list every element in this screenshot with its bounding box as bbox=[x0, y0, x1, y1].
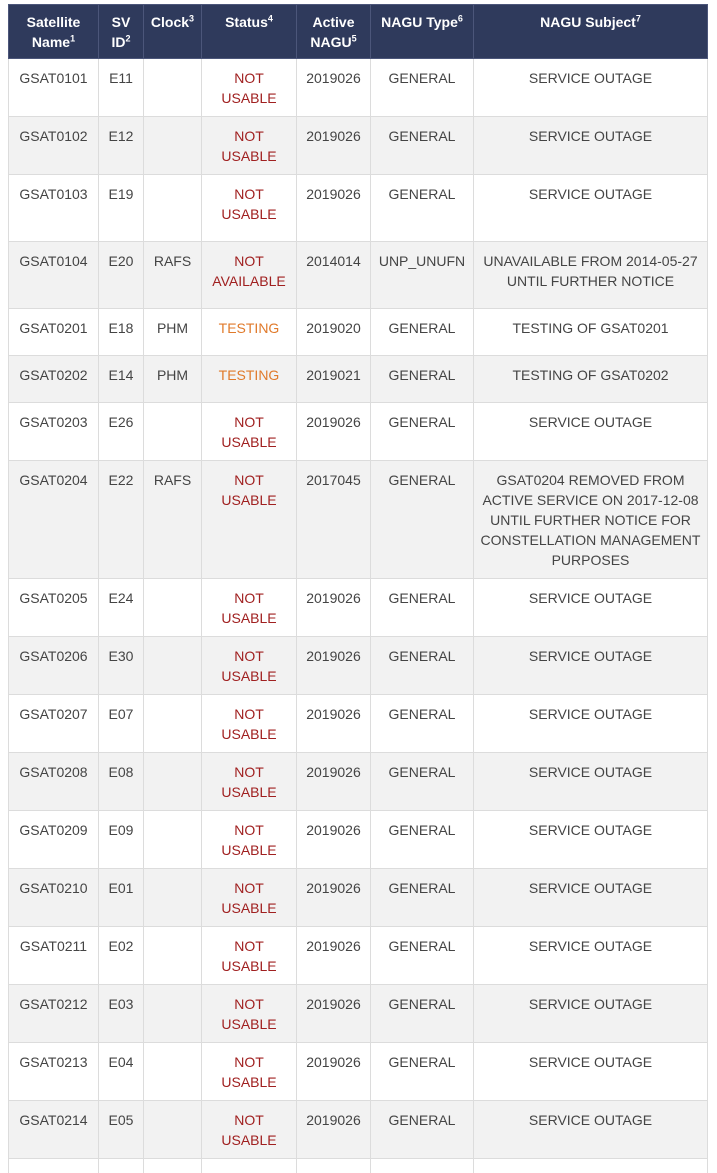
satellite-name-cell: GSAT0205 bbox=[9, 579, 99, 637]
table-row bbox=[9, 637, 708, 695]
table-row bbox=[9, 985, 708, 1043]
status-text: USABLE bbox=[221, 1132, 277, 1148]
nagu-type-cell: GENERAL bbox=[371, 637, 474, 695]
nagu-subject-cell: SERVICE OUTAGE bbox=[474, 985, 708, 1043]
status-cell bbox=[202, 1101, 297, 1159]
sv-id-cell: E04 bbox=[99, 1043, 144, 1101]
status-text: USABLE bbox=[221, 784, 277, 800]
status-text: USABLE bbox=[221, 206, 277, 222]
table-row bbox=[9, 403, 708, 461]
table-row bbox=[9, 1043, 708, 1101]
nagu-subject-cell: SERVICE OUTAGE bbox=[474, 753, 708, 811]
nagu-type-cell: GENERAL bbox=[371, 461, 474, 579]
status-text: USABLE bbox=[221, 492, 277, 508]
status-text: USABLE bbox=[221, 1016, 277, 1032]
nagu-subject-cell: SERVICE OUTAGE bbox=[474, 59, 708, 117]
satellite-name-cell: GSAT0104 bbox=[9, 242, 99, 309]
clock-cell: RAFS bbox=[144, 242, 202, 309]
satellite-name-cell: GSAT0207 bbox=[9, 695, 99, 753]
status-cell bbox=[202, 59, 297, 117]
nagu-type-cell: GENERAL bbox=[371, 117, 474, 175]
status-text: NOT bbox=[234, 70, 264, 86]
sv-id-cell: E22 bbox=[99, 461, 144, 579]
clock-cell bbox=[144, 811, 202, 869]
satellite-name-cell: GSAT0208 bbox=[9, 753, 99, 811]
column-header-status[interactable]: Status$^4$ bbox=[202, 5, 297, 59]
status-text: TESTING bbox=[218, 367, 280, 383]
active-nagu-link[interactable]: 2019026 bbox=[297, 869, 371, 927]
sv-id-cell: E05 bbox=[99, 1101, 144, 1159]
clock-cell bbox=[144, 927, 202, 985]
table-row bbox=[9, 695, 708, 753]
sv-id-cell: E01 bbox=[99, 869, 144, 927]
clock-cell bbox=[144, 985, 202, 1043]
nagu-subject-cell: SERVICE OUTAGE bbox=[474, 927, 708, 985]
table-row bbox=[9, 869, 708, 927]
sv-id-cell: E08 bbox=[99, 753, 144, 811]
status-text: NOT bbox=[234, 648, 264, 664]
nagu-type-cell: GENERAL bbox=[371, 1101, 474, 1159]
nagu-subject-cell: UNAVAILABLE FROM 2014-05-27 UNTIL FURTHER NOTICE bbox=[474, 242, 708, 309]
table-row bbox=[9, 59, 708, 117]
nagu-subject-cell: TESTING OF GSAT0202 bbox=[474, 356, 708, 403]
status-cell bbox=[202, 242, 297, 309]
table-row bbox=[9, 811, 708, 869]
clock-cell: PHM bbox=[144, 309, 202, 356]
clock-cell bbox=[144, 1043, 202, 1101]
active-nagu-link[interactable]: 2019026 bbox=[297, 403, 371, 461]
satellite-name-cell: GSAT0206 bbox=[9, 637, 99, 695]
status-text: NOT bbox=[234, 590, 264, 606]
status-text: NOT bbox=[234, 880, 264, 896]
table-row bbox=[9, 117, 708, 175]
status-text: USABLE bbox=[221, 842, 277, 858]
satellite-name-cell: GSAT0204 bbox=[9, 461, 99, 579]
sv-id-cell: E12 bbox=[99, 117, 144, 175]
satellite-name-cell: GSAT0211 bbox=[9, 927, 99, 985]
status-cell bbox=[202, 309, 297, 356]
satellite-name-cell bbox=[9, 1159, 99, 1173]
status-cell bbox=[202, 1159, 297, 1173]
clock-cell: RAFS bbox=[144, 461, 202, 579]
sv-id-cell: E26 bbox=[99, 403, 144, 461]
active-nagu-link[interactable]: 2019026 bbox=[297, 927, 371, 985]
nagu-subject-cell: SERVICE OUTAGE bbox=[474, 637, 708, 695]
clock-cell bbox=[144, 175, 202, 242]
clock-cell bbox=[144, 753, 202, 811]
nagu-type-cell: GENERAL bbox=[371, 811, 474, 869]
clock-cell bbox=[144, 403, 202, 461]
satellite-name-cell: GSAT0102 bbox=[9, 117, 99, 175]
nagu-type-cell: GENERAL bbox=[371, 175, 474, 242]
sv-id-cell: E07 bbox=[99, 695, 144, 753]
sv-id-cell: E14 bbox=[99, 356, 144, 403]
status-text: AVAILABLE bbox=[212, 273, 286, 289]
status-text: NOT bbox=[234, 706, 264, 722]
status-text: NOT bbox=[234, 764, 264, 780]
active-nagu-link[interactable]: 2019026 bbox=[297, 1101, 371, 1159]
column-header-nagu-type[interactable]: NAGU Type$^6$ bbox=[371, 5, 474, 59]
table-row bbox=[9, 1159, 708, 1173]
satellite-name-cell: GSAT0212 bbox=[9, 985, 99, 1043]
active-nagu-link[interactable]: 2019026 bbox=[297, 695, 371, 753]
active-nagu-link[interactable]: 2019026 bbox=[297, 1043, 371, 1101]
nagu-subject-cell: SERVICE OUTAGE bbox=[474, 403, 708, 461]
sv-id-cell bbox=[99, 1159, 144, 1173]
status-text: USABLE bbox=[221, 726, 277, 742]
table-row bbox=[9, 927, 708, 985]
sv-id-cell: E02 bbox=[99, 927, 144, 985]
nagu-type-cell: GENERAL bbox=[371, 753, 474, 811]
nagu-subject-cell: TESTING OF GSAT0201 bbox=[474, 309, 708, 356]
column-header-active-nagu[interactable]: Active NAGU$^5$ bbox=[297, 5, 371, 59]
status-text: USABLE bbox=[221, 1074, 277, 1090]
active-nagu-link[interactable]: 2017045 bbox=[297, 461, 371, 579]
column-header-clock[interactable]: Clock$^3$ bbox=[144, 5, 202, 59]
satellite-name-cell: GSAT0203 bbox=[9, 403, 99, 461]
status-text: USABLE bbox=[221, 434, 277, 450]
column-header-nagu-subject[interactable]: NAGU Subject$^7$ bbox=[474, 5, 708, 59]
clock-cell bbox=[144, 1159, 202, 1173]
active-nagu-link[interactable]: 2019021 bbox=[297, 356, 371, 403]
nagu-type-cell bbox=[371, 1159, 474, 1173]
active-nagu-link[interactable]: 2014014 bbox=[297, 242, 371, 309]
status-text: NOT bbox=[234, 996, 264, 1012]
sv-id-cell: E19 bbox=[99, 175, 144, 242]
active-nagu-link[interactable]: 2019026 bbox=[297, 753, 371, 811]
satellite-name-cell: GSAT0213 bbox=[9, 1043, 99, 1101]
nagu-subject-cell: SERVICE OUTAGE bbox=[474, 175, 708, 242]
table-row bbox=[9, 1101, 708, 1159]
clock-cell bbox=[144, 579, 202, 637]
nagu-subject-cell: SERVICE OUTAGE bbox=[474, 811, 708, 869]
status-text: NOT bbox=[234, 938, 264, 954]
active-nagu-link[interactable]: 2019026 bbox=[297, 811, 371, 869]
status-cell bbox=[202, 869, 297, 927]
nagu-subject-cell bbox=[474, 1159, 708, 1173]
sv-id-cell: E09 bbox=[99, 811, 144, 869]
status-text: USABLE bbox=[221, 958, 277, 974]
clock-cell bbox=[144, 869, 202, 927]
status-text: NOT bbox=[234, 414, 264, 430]
clock-cell bbox=[144, 117, 202, 175]
status-cell bbox=[202, 811, 297, 869]
sv-id-cell: E18 bbox=[99, 309, 144, 356]
table-row bbox=[9, 242, 708, 309]
nagu-type-cell: GENERAL bbox=[371, 869, 474, 927]
satellite-status-table bbox=[8, 4, 708, 1173]
nagu-subject-cell: GSAT0204 REMOVED FROM ACTIVE SERVICE ON 2017-12-08 UNTIL FURTHER NOTICE FOR CONSTELLATION MANAGEMENT PURPOSES bbox=[474, 461, 708, 579]
clock-cell bbox=[144, 1101, 202, 1159]
table-row bbox=[9, 309, 708, 356]
active-nagu-link[interactable]: 2019020 bbox=[297, 309, 371, 356]
table-row bbox=[9, 753, 708, 811]
status-cell bbox=[202, 695, 297, 753]
satellite-name-cell: GSAT0201 bbox=[9, 309, 99, 356]
status-text: USABLE bbox=[221, 90, 277, 106]
status-cell bbox=[202, 927, 297, 985]
active-nagu-link[interactable]: 2019026 bbox=[297, 59, 371, 117]
status-cell bbox=[202, 356, 297, 403]
status-cell bbox=[202, 1043, 297, 1101]
nagu-subject-cell: SERVICE OUTAGE bbox=[474, 579, 708, 637]
sv-id-cell: E30 bbox=[99, 637, 144, 695]
status-text: USABLE bbox=[221, 900, 277, 916]
status-text: TESTING bbox=[218, 320, 280, 336]
nagu-subject-cell: SERVICE OUTAGE bbox=[474, 695, 708, 753]
nagu-type-cell: GENERAL bbox=[371, 927, 474, 985]
nagu-subject-cell: SERVICE OUTAGE bbox=[474, 1101, 708, 1159]
nagu-subject-cell: SERVICE OUTAGE bbox=[474, 869, 708, 927]
column-header-satellite-name[interactable]: Satellite Name$^1$ bbox=[9, 5, 99, 59]
status-text: NOT bbox=[234, 822, 264, 838]
table-row bbox=[9, 579, 708, 637]
status-text: USABLE bbox=[221, 610, 277, 626]
table-row bbox=[9, 356, 708, 403]
status-text: NOT bbox=[234, 128, 264, 144]
nagu-type-cell: GENERAL bbox=[371, 309, 474, 356]
nagu-type-cell: GENERAL bbox=[371, 59, 474, 117]
status-text: NOT bbox=[234, 472, 264, 488]
status-cell bbox=[202, 403, 297, 461]
active-nagu-link[interactable]: 2019026 bbox=[297, 637, 371, 695]
satellite-name-cell: GSAT0101 bbox=[9, 59, 99, 117]
status-cell bbox=[202, 579, 297, 637]
status-text: USABLE bbox=[221, 668, 277, 684]
satellite-name-cell: GSAT0202 bbox=[9, 356, 99, 403]
satellite-name-cell: GSAT0210 bbox=[9, 869, 99, 927]
nagu-type-cell: GENERAL bbox=[371, 695, 474, 753]
satellite-name-cell: GSAT0214 bbox=[9, 1101, 99, 1159]
sv-id-cell: E03 bbox=[99, 985, 144, 1043]
sv-id-cell: E11 bbox=[99, 59, 144, 117]
table-header-row bbox=[9, 5, 708, 59]
column-header-sv-id[interactable]: SV $ID^2$ bbox=[99, 5, 144, 59]
nagu-type-cell: GENERAL bbox=[371, 403, 474, 461]
status-cell bbox=[202, 461, 297, 579]
clock-cell: PHM bbox=[144, 356, 202, 403]
active-nagu-link[interactable] bbox=[297, 1159, 371, 1173]
clock-cell bbox=[144, 59, 202, 117]
clock-cell bbox=[144, 695, 202, 753]
nagu-type-cell: UNP_UNUFN bbox=[371, 242, 474, 309]
satellite-name-cell: GSAT0209 bbox=[9, 811, 99, 869]
satellite-name-cell: GSAT0103 bbox=[9, 175, 99, 242]
nagu-type-cell: GENERAL bbox=[371, 1043, 474, 1101]
nagu-type-cell: GENERAL bbox=[371, 356, 474, 403]
active-nagu-link[interactable]: 2019026 bbox=[297, 985, 371, 1043]
active-nagu-link[interactable]: 2019026 bbox=[297, 175, 371, 242]
status-cell bbox=[202, 637, 297, 695]
status-text: NOT bbox=[234, 253, 264, 269]
active-nagu-link[interactable]: 2019026 bbox=[297, 579, 371, 637]
status-cell bbox=[202, 985, 297, 1043]
status-cell bbox=[202, 117, 297, 175]
nagu-type-cell: GENERAL bbox=[371, 579, 474, 637]
status-text: NOT bbox=[234, 186, 264, 202]
table-row bbox=[9, 461, 708, 579]
status-text: NOT bbox=[234, 1112, 264, 1128]
nagu-subject-cell: SERVICE OUTAGE bbox=[474, 117, 708, 175]
status-cell bbox=[202, 175, 297, 242]
sv-id-cell: E24 bbox=[99, 579, 144, 637]
table-row bbox=[9, 175, 708, 242]
status-text: NOT bbox=[234, 1054, 264, 1070]
clock-cell bbox=[144, 637, 202, 695]
status-cell bbox=[202, 753, 297, 811]
status-text: USABLE bbox=[221, 148, 277, 164]
active-nagu-link[interactable]: 2019026 bbox=[297, 117, 371, 175]
nagu-type-cell: GENERAL bbox=[371, 985, 474, 1043]
nagu-subject-cell: SERVICE OUTAGE bbox=[474, 1043, 708, 1101]
sv-id-cell: E20 bbox=[99, 242, 144, 309]
